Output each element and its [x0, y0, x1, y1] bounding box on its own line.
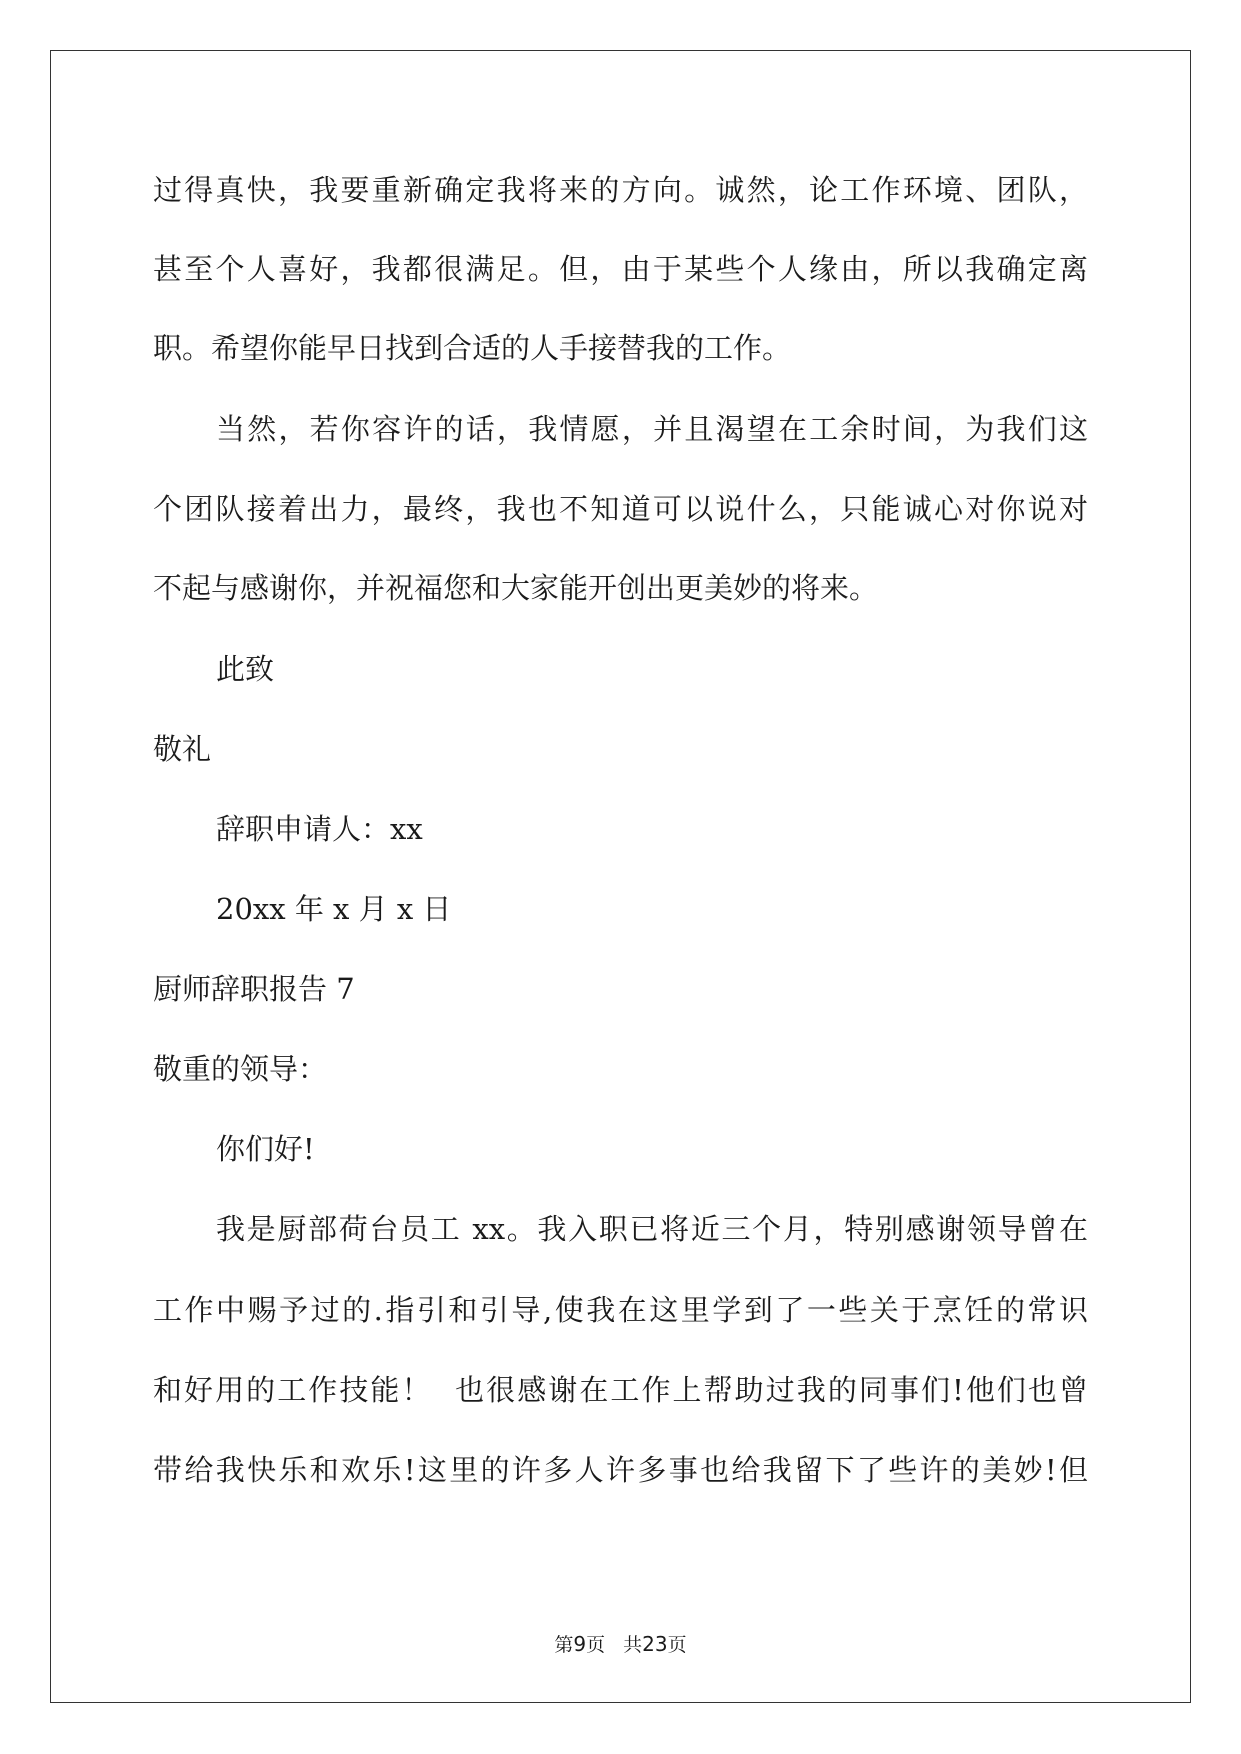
body-line-3: 职。希望你能早日找到合适的人手接替我的工作。 [153, 331, 792, 365]
body-line-14: 我是厨部荷台员工 xx。我入职已将近三个月，特别感谢领导曾在 [216, 1212, 1088, 1246]
applicant-signature: 辞职申请人：xx [216, 812, 423, 846]
body-line-17: 带给我快乐和欢乐!这里的许多人许多事也给我留下了些许的美妙!但 [153, 1453, 1088, 1487]
closing-regards: 敬礼 [153, 732, 212, 766]
body-line-1: 过得真快，我要重新确定我将来的方向。诚然，论工作环境、团队， [153, 173, 1088, 207]
greeting-hello: 你们好! [216, 1132, 315, 1166]
greeting-addressee: 敬重的领导： [153, 1052, 328, 1086]
body-line-6: 不起与感谢你，并祝福您和大家能开创出更美妙的将来。 [153, 571, 879, 605]
total-prefix: 共 [623, 1634, 643, 1656]
body-line-15: 工作中赐予过的.指引和引导,使我在这里学到了一些关于烹饪的常识 [153, 1293, 1088, 1327]
page-prefix: 第 [554, 1634, 574, 1656]
total-pages: 23 [642, 1632, 668, 1656]
body-line-4: 当然，若你容许的话，我情愿，并且渴望在工余时间，为我们这 [216, 412, 1088, 446]
section-title: 厨师辞职报告 7 [153, 972, 355, 1006]
closing-salutation: 此致 [216, 652, 275, 686]
total-unit: 页 [667, 1634, 687, 1656]
page-footer [0, 1632, 1241, 1657]
signature-date: 20xx 年 x 月 x 日 [216, 892, 452, 926]
body-line-5: 个团队接着出力，最终，我也不知道可以说什么，只能诚心对你说对 [153, 492, 1088, 526]
page-unit: 页 [586, 1634, 606, 1656]
body-line-16: 和好用的工作技能！ 也很感谢在工作上帮助过我的同事们!他们也曾 [153, 1373, 1088, 1407]
page-number: 9 [573, 1632, 587, 1656]
body-line-2: 甚至个人喜好，我都很满足。但，由于某些个人缘由，所以我确定离 [153, 252, 1088, 286]
